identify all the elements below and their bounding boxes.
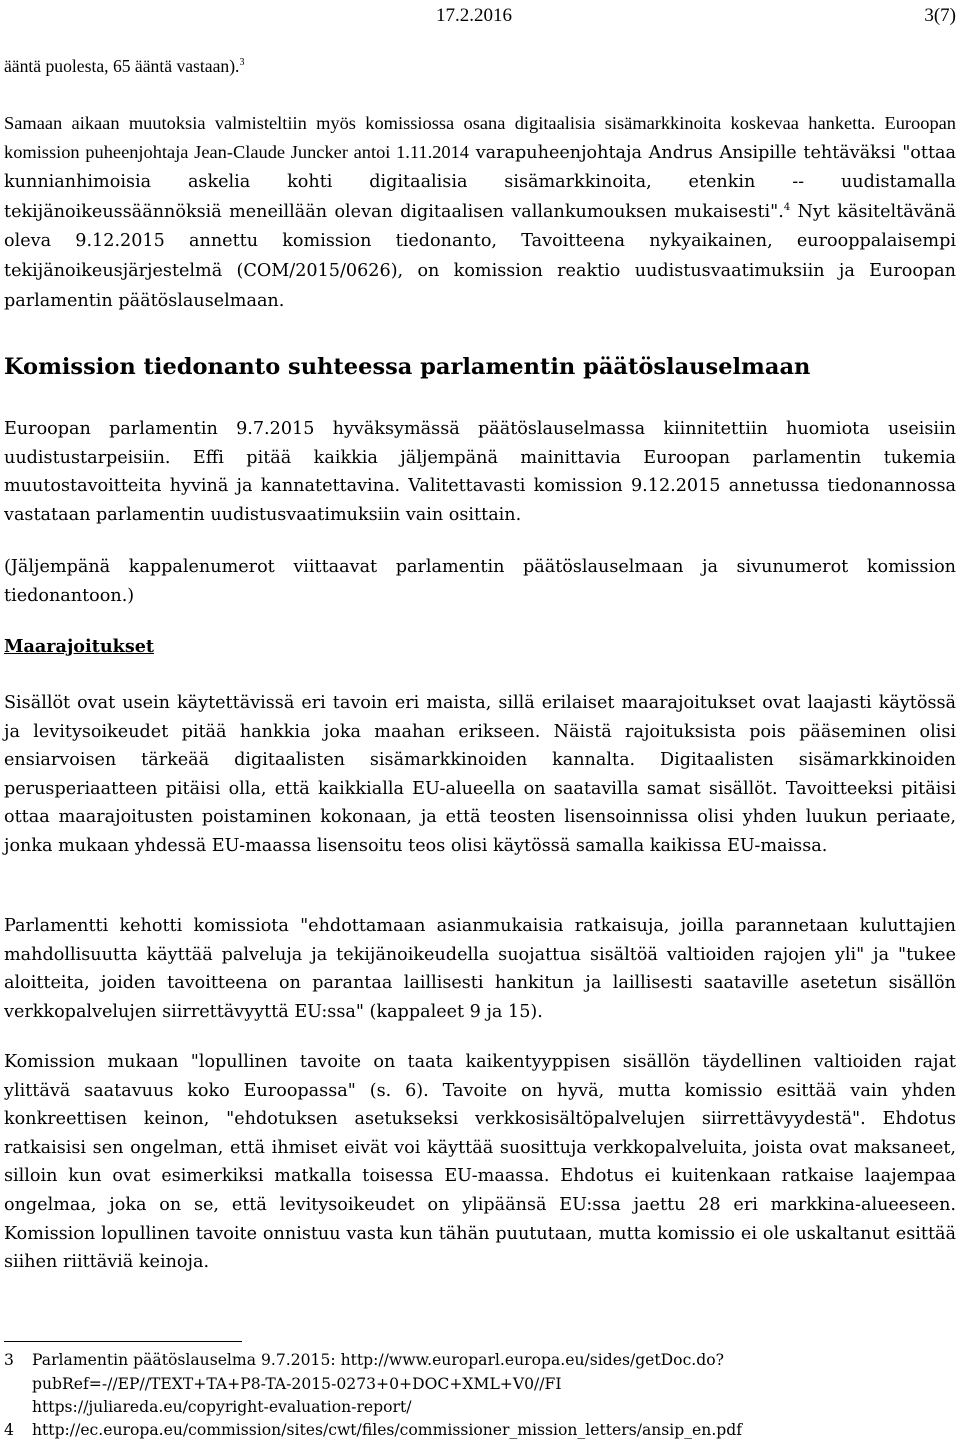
footnote-3-line3[interactable]: https://juliareda.eu/copyright-evaluation-report/	[32, 1398, 412, 1416]
footnote-4	[4, 1419, 954, 1443]
header-date: 17.2.2016	[436, 5, 512, 26]
paragraph-commission-goal: Komission mukaan "lopullinen tavoite on taata kaikentyyppisen sisällön täydellinen valtioiden rajat ylittävä saatavuus koko Euroopassa" (s. 6). Tavoite on hyvä, mutta komissio esittää vain yhden konkreettisen keinon, "ehdotuksen asetukseksi verkkosisältöpalvelujen siirrettävyydestä". Ehdotus ratkaisisi sen ongelman, että ihmiset eivät voi käyttää suosittuja verkkopalveluita, joista ovat maksaneet, silloin kun ovat esimerkiksi matkalla toisessa EU-maassa. Ehdotus ei kuitenkaan ratkaise laajempaa ongelmaa, joka on se, että levitysoikeudet on ylipäänsä EU:ssa jaettu 28 eri markkina-alueeseen. Komission lopullinen tavoite onnistuu vasta kun tähän puututaan, mutta komissio ei ole uskaltanut esittää siihen riittäviä keinoja.	[4, 1052, 956, 1273]
paragraph-intro-part1: Samaan aikaan muutoksia valmisteltiin myös komissiossa osana digitaalisia sisämarkkinoita koskevaa hanketta. Euroopan komission puheenjohtaja Jean-Claude Juncker antoi 1.11.2014	[4, 113, 956, 162]
footnote-4-number: 4	[4, 1421, 14, 1439]
paragraph-intro-part3: Nyt käsiteltävänä oleva 9.12.2015 annettu komission tiedonanto, Tavoitteena nykyaikainen, eurooppalaisempi tekijänoikeusjärjestelmä (COM/2015/0626), on komission reaktio uudistusvaatimuksiin ja Euroopan parlamentin päätöslauselmaan.	[4, 201, 956, 311]
footnote-4-link[interactable]: http://ec.europa.eu/commission/sites/cwt/files/commissioner_mission_letters/ansip_en.pdf	[32, 1421, 743, 1439]
paragraph-intro	[4, 109, 956, 315]
paragraph-parliament-resolution: Euroopan parlamentin 9.7.2015 hyväksymässä päätöslauselmassa kiinnitettiin huomiota useisiin uudistustarpeisiin. Effi pitää kaikkia jäljempänä mainittavia Euroopan parlamentin tukemia muutostavoitteita hyvinä ja kannatettavina. Valitettavasti komission 9.12.2015 annetussa tiedonannossa vastataan parlamentin uudistusvaatimuksiin vain osittain.	[4, 419, 956, 525]
footnote-3-number: 3	[4, 1351, 14, 1369]
paragraph-geo-restrictions: Sisällöt ovat usein käytettävissä eri tavoin eri maista, sillä erilaiset maarajoitukset ovat laajasti käytössä ja levitysoikeudet pitää hankkia joka maahan erikseen. Näistä rajoituksista pois pääseminen olisi ensiarvoisen tärkeää digitaalisten sisämarkkinoiden kannalta. Digitaalisten sisämarkkinoiden perusperiaatteen pitäisi olla, että kaikkialla EU-alueella on saatavilla samat sisällöt. Tavoitteeksi pitäisi ottaa maarajoitusten poistaminen kokonaan, ja että teosten lisensoinnissa olisi yhden luukun periaate, jonka mukaan yhdessä EU-maassa lisensoitu teos olisi käytössä samalla kaikissa EU-maissa.	[4, 693, 956, 856]
paragraph-continuation	[4, 52, 956, 81]
paragraph-reference-note: (Jäljempänä kappalenumerot viittaavat parlamentin päätöslauselmaan ja sivunumerot komission tiedonantoon.)	[4, 557, 956, 606]
footnote-3-line2[interactable]: pubRef=-//EP//TEXT+TA+P8-TA-2015-0273+0+DOC+XML+V0//FI	[32, 1374, 562, 1393]
footnote-ref-4[interactable]: 4	[783, 201, 791, 213]
footnote-3	[4, 1349, 954, 1420]
paragraph-continuation-text: ääntä puolesta, 65 ääntä vastaan).	[4, 56, 240, 76]
paragraph-intro-part2: varapuheenjohtaja Andrus Ansipille tehtäväksi "ottaa kunnianhimoisia askelia kohti digitaalisia sisämarkkinoita, etenkin -- uudistamalla tekijänoikeussäännöksiä meneillään olevan digitaalisen vallankumouksen mukaisesti".	[4, 142, 956, 222]
paragraph-parliament-call: Parlamentti kehotti komissiota "ehdottamaan asianmukaisia ratkaisuja, joilla parannetaan kuluttajien mahdollisuutta käyttää palveluja ja tekijänoikeudella suojattua sisältöä valtioiden rajojen yli" ja "tukee aloitteita, joiden tavoitteena on parantaa laillisesti hankitun ja laillisesti saataville asetetun sisällön verkkopalvelujen siirrettävyyttä EU:ssa" (kappaleet 9 ja 15).	[4, 916, 956, 1022]
footnote-ref-3[interactable]: 3	[239, 57, 245, 69]
subsection-heading: Maarajoitukset	[4, 636, 155, 657]
section-heading: Komission tiedonanto suhteessa parlamentin päätöslauselmaan	[4, 354, 811, 380]
footnote-3-line1[interactable]: Parlamentin päätöslauselma 9.7.2015: http://www.europarl.europa.eu/sides/getDoc.do?	[32, 1351, 724, 1369]
footnote-separator	[4, 1341, 242, 1342]
header-page-number: 3(7)	[924, 5, 956, 26]
